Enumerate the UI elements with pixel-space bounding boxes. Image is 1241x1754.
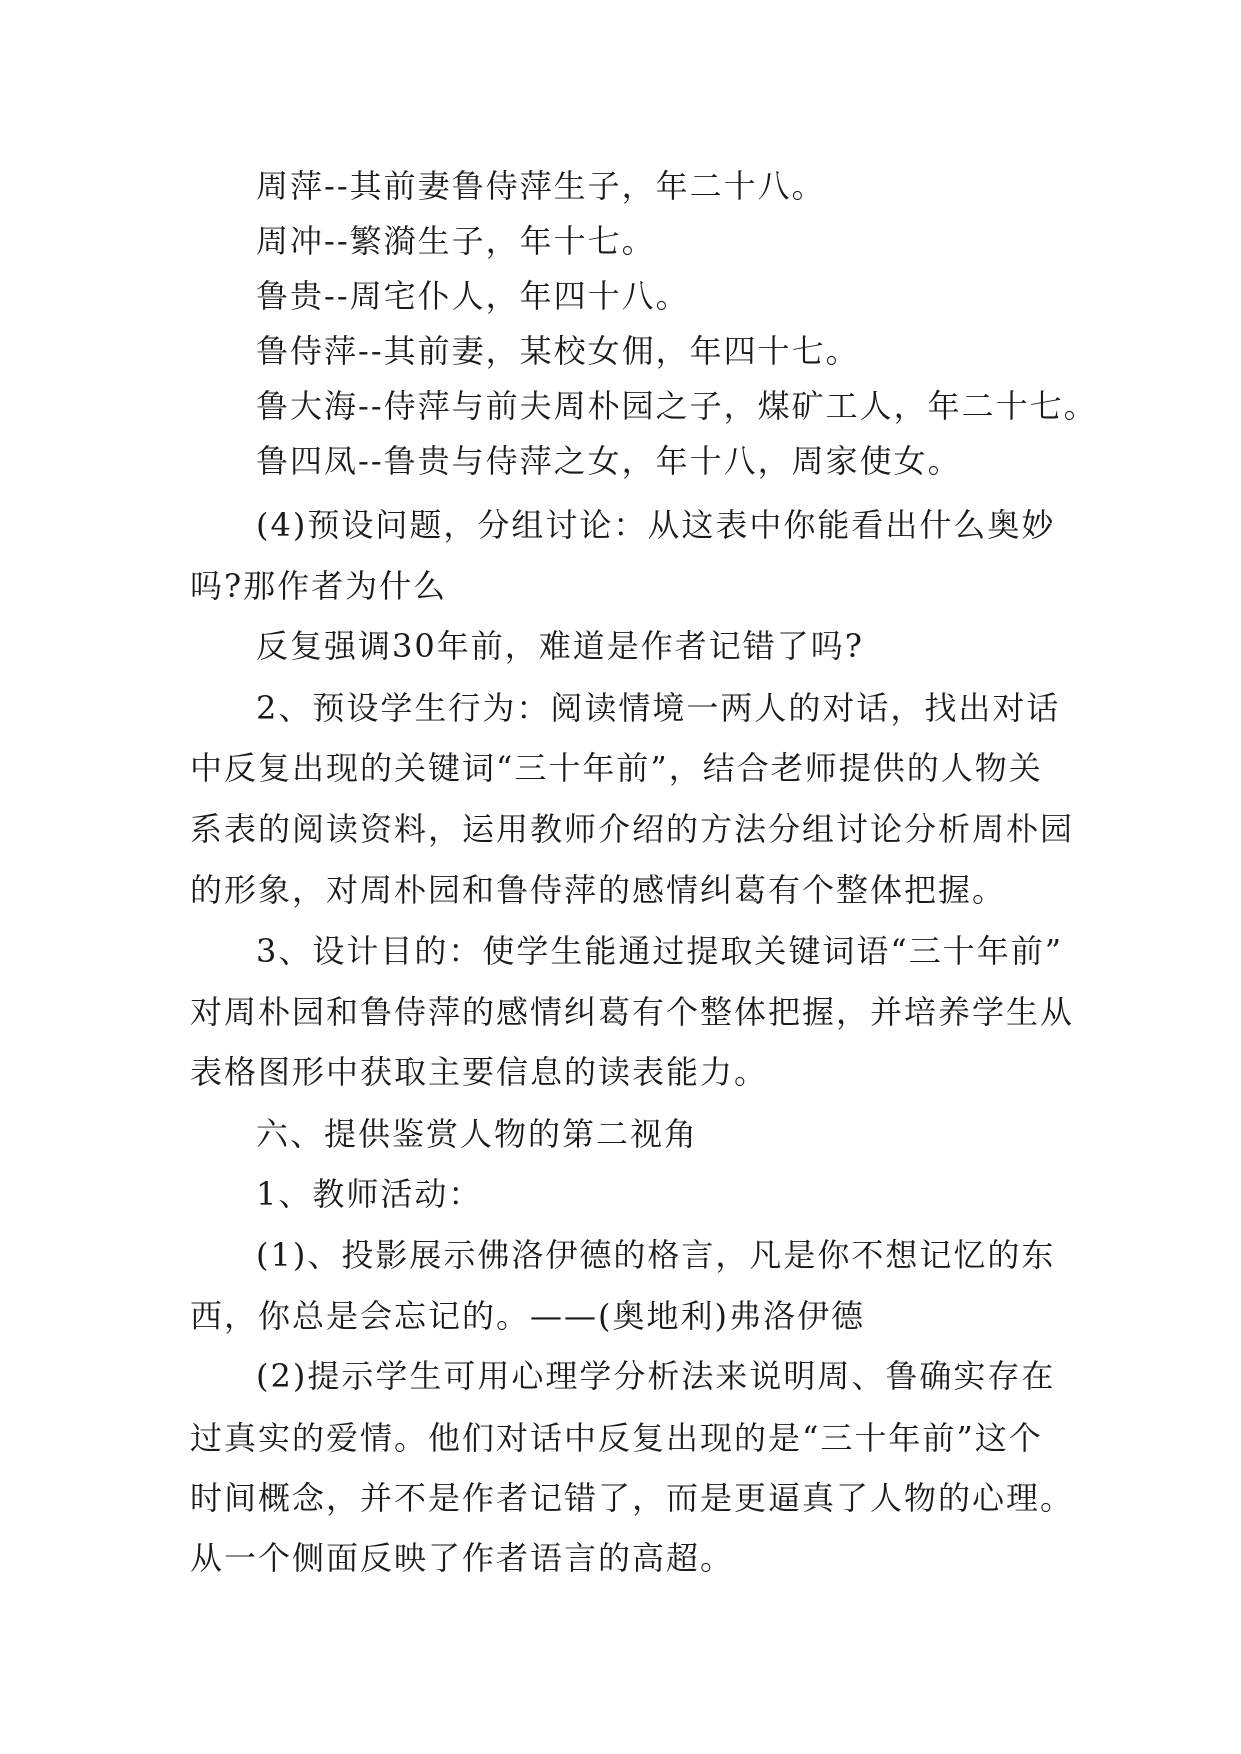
paragraph-line: (1)、投影展示佛洛伊德的格言，凡是你不想记忆的东 — [256, 1236, 1056, 1274]
paragraph-line: 过真实的爱情。他们对话中反复出现的是“三十年前”这个 — [190, 1419, 1043, 1457]
cast-line-zhou-ping: 周萍--其前妻鲁侍萍生子，年二十八。 — [256, 167, 826, 205]
subsection-heading: 1、教师活动： — [256, 1175, 483, 1213]
section-heading: 六、提供鉴赏人物的第二视角 — [256, 1115, 699, 1153]
cast-line-lu-gui: 鲁贵--周宅仆人，年四十八。 — [256, 277, 690, 315]
paragraph-line: 从一个侧面反映了作者语言的高超。 — [190, 1539, 735, 1577]
cast-line-zhou-chong: 周冲--繁漪生子，年十七。 — [256, 222, 656, 260]
cast-line-lu-shiping: 鲁侍萍--其前妻，某校女佣，年四十七。 — [256, 332, 860, 370]
paragraph-line: 时间概念，并不是作者记错了，而是更逼真了人物的心理。 — [190, 1479, 1075, 1517]
paragraph-line: 中反复出现的关键词“三十年前”，结合老师提供的人物关 — [190, 749, 1043, 787]
paragraph-line: 系表的阅读资料，运用教师介绍的方法分组讨论分析周朴园 — [190, 810, 1075, 848]
cast-line-lu-sifeng: 鲁四凤--鲁贵与侍萍之女，年十八，周家使女。 — [256, 442, 962, 480]
cast-line-lu-dahai: 鲁大海--侍萍与前夫周朴园之子，煤矿工人，年二十七。 — [256, 387, 1098, 425]
paragraph-line: 吗?那作者为什么 — [190, 567, 448, 605]
paragraph-line: 反复强调30年前，难道是作者记错了吗? — [256, 627, 864, 665]
paragraph-line: 2、预设学生行为：阅读情境一两人的对话，找出对话 — [256, 689, 1061, 727]
paragraph-line: 3、设计目的：使学生能通过提取关键词语“三十年前” — [256, 932, 1064, 970]
paragraph-line: 的形象，对周朴园和鲁侍萍的感情纠葛有个整体把握。 — [190, 871, 1007, 909]
paragraph-line: (4)预设问题，分组讨论：从这表中你能看出什么奥妙 — [256, 506, 1056, 544]
paragraph-line: 表格图形中获取主要信息的读表能力。 — [190, 1053, 769, 1091]
paragraph-line: 西，你总是会忘记的。——(奥地利)弗洛伊德 — [190, 1297, 865, 1335]
paragraph-line: (2)提示学生可用心理学分析法来说明周、鲁确实存在 — [256, 1357, 1056, 1395]
paragraph-line: 对周朴园和鲁侍萍的感情纠葛有个整体把握，并培养学生从 — [190, 993, 1075, 1031]
